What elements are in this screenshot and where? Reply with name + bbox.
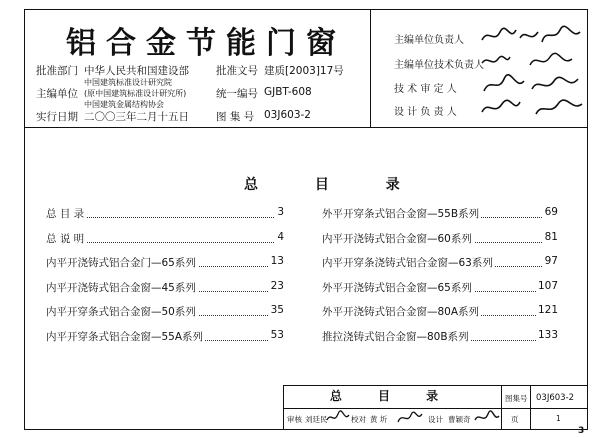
toc-left-row[interactable] <box>46 255 284 271</box>
signature-role-1: 主编单位负责人 <box>394 35 464 46</box>
toc-entry-page: 23 <box>270 279 284 292</box>
toc-entry-title: 总 说 明 <box>46 232 85 245</box>
title-block-atlas-value: 03J603-2 <box>536 393 575 403</box>
toc-entry-page: 121 <box>537 304 558 316</box>
toc-left-row[interactable] <box>46 304 284 320</box>
design-signature <box>474 410 500 426</box>
toc-entry-title: 外平开浇铸式铝合金窗—80A系列 <box>322 306 480 318</box>
approval-dept-label: 批准部门 <box>36 65 78 77</box>
toc-entry-title: 内平开浇铸式铝合金窗—60系列 <box>322 232 472 245</box>
approval-doc-label: 批准文号 <box>216 65 258 77</box>
editor-line-2: (原中国建筑标准设计研究所) <box>84 89 187 98</box>
toc-entry-page: 69 <box>544 206 558 218</box>
toc-entry-title: 内平开穿条式铝合金窗—50系列 <box>46 306 196 318</box>
handwritten-signature-2 <box>480 49 585 73</box>
sheet-page-number: 3 <box>578 426 585 436</box>
toc-left-row[interactable] <box>46 329 284 345</box>
handwritten-signature-1 <box>480 24 585 48</box>
check-name: 黄 圻 <box>370 415 388 424</box>
toc-entry-page: 97 <box>544 255 558 267</box>
toc-entry-title: 内平开穿条式铝合金窗—55A系列 <box>46 330 204 343</box>
toc-entry-title: 内平开穿条浇铸式铝合金窗—63系列 <box>322 257 493 269</box>
design-name: 曹颖奇 <box>448 415 471 424</box>
toc-right-row[interactable] <box>322 255 558 271</box>
approval-dept-value: 中华人民共和国建设部 <box>84 65 189 77</box>
toc-entry-page: 35 <box>270 304 284 316</box>
toc-entry-page: 107 <box>537 279 558 292</box>
toc-entry-page: 53 <box>270 328 284 341</box>
toc-entry-page: 3 <box>277 206 284 218</box>
header-divider <box>24 127 588 128</box>
toc-entry-page: 81 <box>544 230 558 243</box>
signature-role-2: 主编单位技术负责人 <box>394 60 484 71</box>
title-block-atlas-label: 图集号 <box>505 394 528 403</box>
toc-heading: 总 目 录 <box>244 177 426 193</box>
editor-label: 主编单位 <box>36 88 78 100</box>
effective-date-label: 实行日期 <box>36 111 78 123</box>
title-block-row-divider <box>283 408 588 409</box>
editor-line-3: 中国建筑金属结构协会 <box>84 100 164 109</box>
title-block-title: 总 目 录 <box>329 389 455 403</box>
toc-right-row[interactable] <box>322 280 558 296</box>
toc-entry-title: 外平开穿条式铝合金窗—55B系列 <box>322 208 480 220</box>
unified-no-value: GJBT-608 <box>264 86 312 98</box>
toc-right-row[interactable] <box>322 329 558 345</box>
atlas-no-value: 03J603-2 <box>264 109 311 121</box>
signature-role-4: 设 计 负 责 人 <box>394 107 457 118</box>
atlas-no-label: 图 集 号 <box>216 111 255 123</box>
review-label: 审核 <box>287 415 302 424</box>
toc-right-row[interactable] <box>322 206 558 222</box>
effective-date-value: 二〇〇三年二月十五日 <box>84 111 189 123</box>
toc-entry-page: 4 <box>277 230 284 243</box>
toc-entry-title: 推拉浇铸式铝合金窗—80B系列 <box>322 330 469 343</box>
approval-doc-value: 建质[2003]17号 <box>264 65 344 77</box>
handwritten-signature-3 <box>480 73 585 97</box>
toc-entry-page: 13 <box>270 255 284 267</box>
toc-entry-title: 内平开浇铸式铝合金窗—45系列 <box>46 281 196 294</box>
handwritten-signature-4 <box>480 96 585 120</box>
toc-entry-title: 外平开浇铸式铝合金窗—65系列 <box>322 281 472 294</box>
atlas-title: 铝合金节能门窗 <box>66 26 346 61</box>
toc-right-row[interactable] <box>322 231 558 247</box>
unified-no-label: 统一编号 <box>216 88 258 100</box>
signature-role-3: 技 术 审 定 人 <box>394 84 457 95</box>
design-label: 设计 <box>428 415 443 424</box>
review-name: 刘廷民 <box>305 415 328 424</box>
toc-right-row[interactable] <box>322 304 558 320</box>
title-block-divider-atlas <box>501 385 502 430</box>
toc-entry-page: 133 <box>537 328 558 341</box>
toc-left-row[interactable] <box>46 206 284 222</box>
toc-left-row[interactable] <box>46 280 284 296</box>
toc-left-row[interactable] <box>46 231 284 247</box>
page-label: 页 <box>511 415 519 424</box>
editor-line-1: 中国建筑标准设计研究院 <box>84 78 172 87</box>
title-block-divider-atlas-value <box>530 385 531 430</box>
review-signature <box>326 410 350 426</box>
toc-entry-title: 总 目 录 <box>46 208 85 220</box>
check-label: 校对 <box>351 415 366 424</box>
check-signature <box>397 410 423 426</box>
page-value: 1 <box>556 414 561 423</box>
toc-entry-title: 内平开浇铸式铝合金门—65系列 <box>46 257 196 269</box>
